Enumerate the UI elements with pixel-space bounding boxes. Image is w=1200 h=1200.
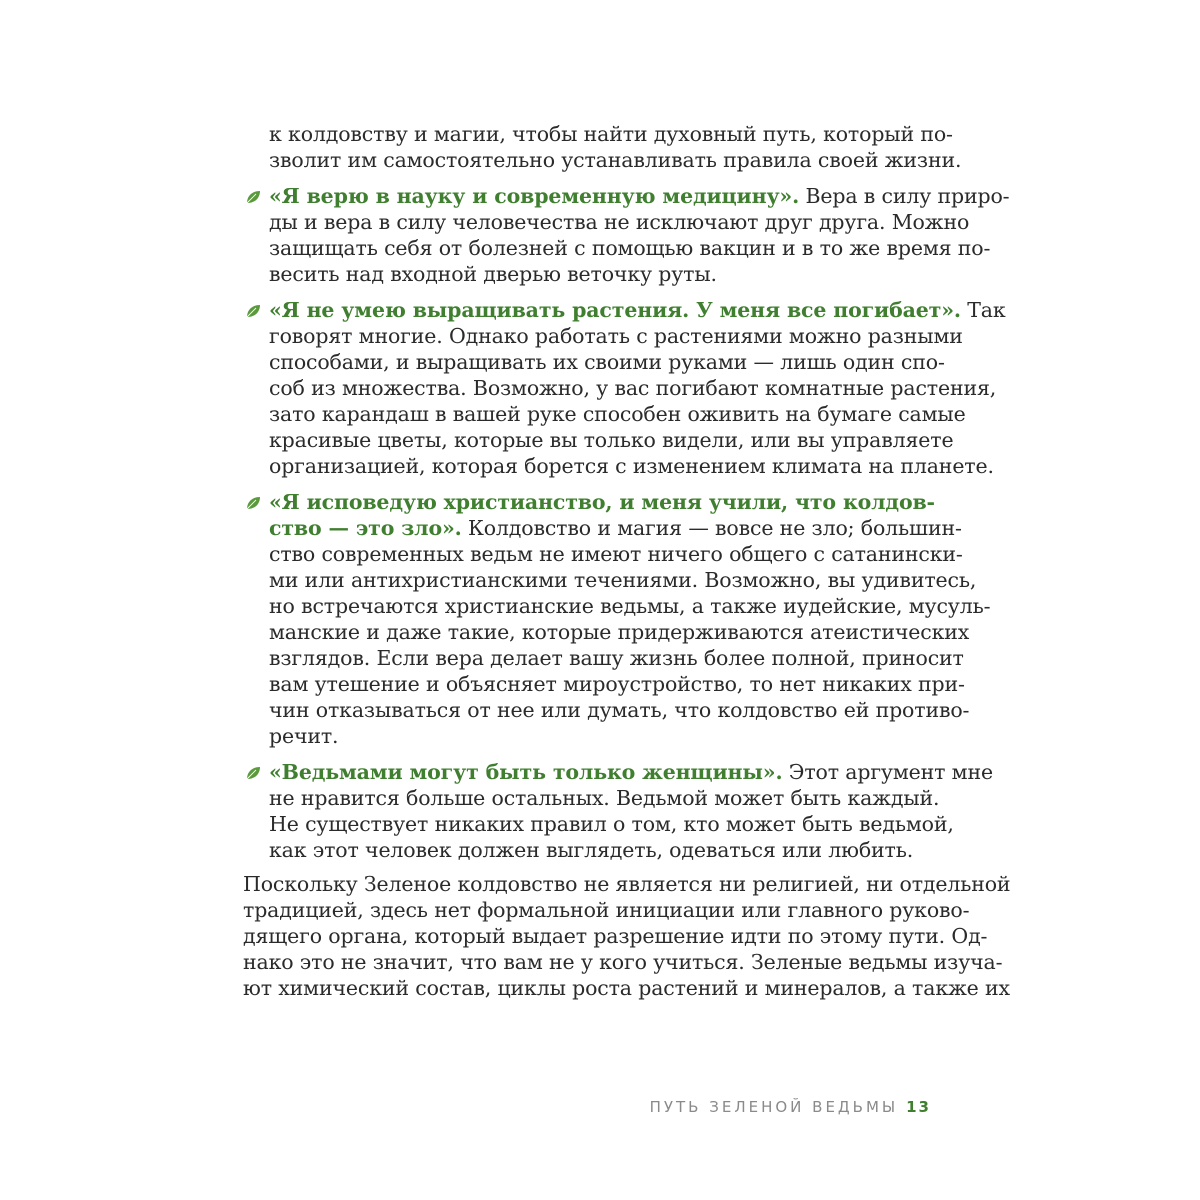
text-line bbox=[269, 489, 933, 515]
bullet-item bbox=[243, 489, 991, 749]
text-line: чин отказываться от нее или думать, что колдовство ей противо- bbox=[269, 698, 970, 722]
text-line: вам утешение и объясняет мироустройство, то нет никаких при- bbox=[269, 672, 965, 696]
text-line: зато карандаш в вашей руке способен оживить на бумаге самые bbox=[269, 402, 966, 426]
leaf-icon bbox=[245, 765, 261, 781]
text-line: ми или антихристианскими течениями. Возможно, вы удивитесь, bbox=[269, 568, 977, 592]
bullet-item bbox=[243, 183, 1010, 287]
bullet-item bbox=[243, 297, 1006, 479]
text-line: традицией, здесь нет формальной инициации или главного руково- bbox=[243, 898, 970, 922]
body-text bbox=[243, 121, 1011, 1001]
text-line bbox=[269, 515, 962, 541]
text-line: соб из множества. Возможно, у вас погибают комнатные растения, bbox=[269, 376, 997, 400]
text-line: ют химический состав, циклы роста растений и минералов, а также их bbox=[243, 976, 1010, 1000]
text-line: речит. bbox=[269, 724, 339, 748]
text-line: красивые цветы, которые вы только видели, или вы управляете bbox=[269, 428, 954, 452]
text-line: манские и даже такие, которые придерживаются атеистических bbox=[269, 620, 970, 644]
bullet-text: Этот аргумент мне bbox=[782, 760, 993, 784]
closing-paragraph bbox=[243, 871, 1011, 1001]
bullet-heading: «Я верю в науку и современную медицину». bbox=[269, 184, 800, 208]
bullet-text: Колдовство и магия — вовсе не зло; большин- bbox=[461, 516, 962, 540]
page-footer bbox=[0, 1098, 931, 1116]
text-line: не нравится больше остальных. Ведьмой может быть каждый. bbox=[269, 786, 940, 810]
text-line: как этот человек должен выглядеть, одеваться или любить. bbox=[269, 838, 914, 862]
bullet-text: Вера в силу приро- bbox=[799, 184, 1010, 208]
text-line: защищать себя от болезней с помощью вакцин и в то же время по- bbox=[269, 236, 991, 260]
page-number: 13 bbox=[906, 1098, 931, 1116]
text-line: способами, и выращивать их своими руками — лишь один спо- bbox=[269, 350, 945, 374]
intro-paragraph bbox=[243, 121, 962, 173]
text-line: но встречаются христианские ведьмы, а также иудейские, мусуль- bbox=[269, 594, 991, 618]
leaf-icon bbox=[245, 189, 261, 205]
text-line: организацией, которая борется с изменением климата на планете. bbox=[269, 454, 994, 478]
text-line bbox=[269, 759, 993, 785]
running-title: ПУТЬ ЗЕЛЕНОЙ ВЕДЬМЫ bbox=[649, 1098, 899, 1116]
leaf-icon bbox=[245, 495, 261, 511]
text-line: взглядов. Если вера делает вашу жизнь более полной, приносит bbox=[269, 646, 964, 670]
text-line: к колдовству и магии, чтобы найти духовный путь, который по- bbox=[269, 122, 953, 146]
text-line: зволит им самостоятельно устанавливать правила своей жизни. bbox=[269, 148, 962, 172]
text-line: нако это не значит, что вам не у кого учиться. Зеленые ведьмы изуча- bbox=[243, 950, 1003, 974]
text-line: ды и вера в силу человечества не исключают друг друга. Можно bbox=[269, 210, 970, 234]
bullet-heading: «Я не умею выращивать растения. У меня все погибает». bbox=[269, 298, 961, 322]
bullet-heading: ство — это зло». bbox=[269, 516, 462, 540]
leaf-icon bbox=[245, 303, 261, 319]
bullet-text: Так bbox=[960, 298, 1006, 322]
text-line: Не существует никаких правил о том, кто может быть ведьмой, bbox=[269, 812, 954, 836]
bullet-heading: «Ведьмами могут быть только женщины». bbox=[269, 760, 783, 784]
text-line: говорят многие. Однако работать с растениями можно разными bbox=[269, 324, 963, 348]
bullet-heading: «Я исповедую христианство, и меня учили, что колдов- bbox=[269, 490, 935, 514]
text-line bbox=[269, 183, 1010, 209]
bullet-item bbox=[243, 759, 993, 863]
text-line: ство современных ведьм не имеют ничего общего с сатанински- bbox=[269, 542, 963, 566]
text-line bbox=[269, 297, 1006, 323]
text-line: Поскольку Зеленое колдовство не является ни религией, ни отдельной bbox=[243, 872, 1011, 896]
text-line: дящего органа, который выдает разрешение идти по этому пути. Од- bbox=[243, 924, 988, 948]
text-line: весить над входной дверью веточку руты. bbox=[269, 262, 717, 286]
